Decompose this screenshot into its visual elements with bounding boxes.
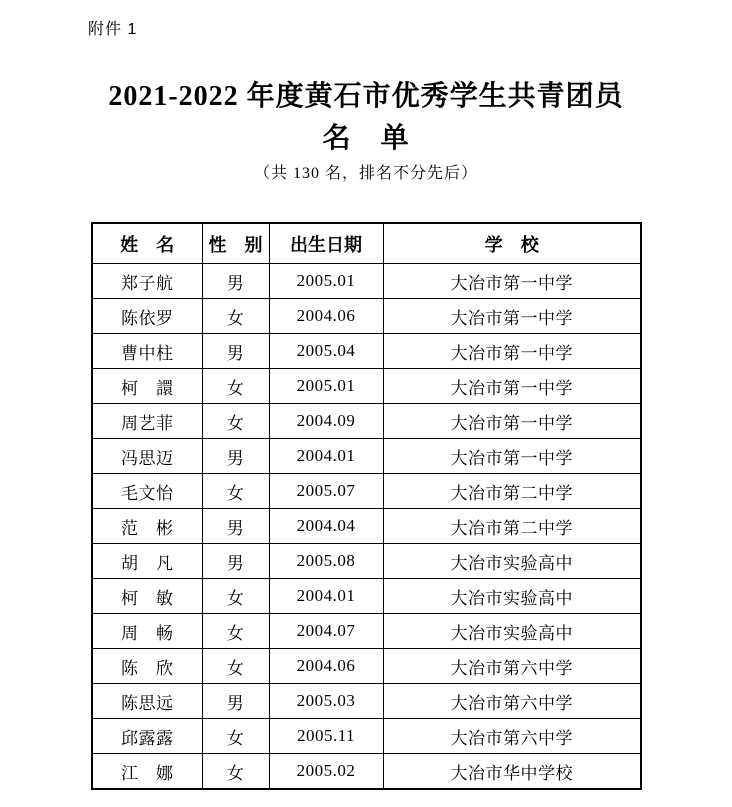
cell-name: 郑子航 [92, 264, 202, 299]
table-row [92, 299, 641, 334]
header-name: 姓 名 [92, 223, 202, 264]
cell-gender: 男 [202, 439, 269, 474]
cell-school: 大冶市第一中学 [383, 264, 641, 299]
cell-birth-date: 2005.02 [269, 754, 383, 790]
cell-school: 大冶市第二中学 [383, 474, 641, 509]
cell-name: 陈依罗 [92, 299, 202, 334]
cell-name: 胡 凡 [92, 544, 202, 579]
table-row [92, 684, 641, 719]
document-title-line1: 2021-2022 年度黄石市优秀学生共青团员 [108, 81, 624, 112]
cell-school: 大冶市第一中学 [383, 369, 641, 404]
cell-birth-date: 2004.06 [269, 649, 383, 684]
table-row [92, 264, 641, 299]
cell-birth-date: 2005.07 [269, 474, 383, 509]
cell-school: 大冶市第一中学 [383, 404, 641, 439]
table-row [92, 614, 641, 649]
table-row [92, 719, 641, 754]
cell-name: 冯思迈 [92, 439, 202, 474]
table-row [92, 544, 641, 579]
cell-school: 大冶市华中学校 [383, 754, 641, 790]
cell-school: 大冶市第一中学 [383, 334, 641, 369]
header-birth-date: 出生日期 [269, 223, 383, 264]
cell-birth-date: 2004.01 [269, 579, 383, 614]
cell-school: 大冶市实验高中 [383, 579, 641, 614]
header-school: 学 校 [383, 223, 641, 264]
cell-birth-date: 2005.08 [269, 544, 383, 579]
cell-school: 大冶市第六中学 [383, 649, 641, 684]
cell-name: 周 畅 [92, 614, 202, 649]
cell-birth-date: 2005.04 [269, 334, 383, 369]
cell-name: 曹中柱 [92, 334, 202, 369]
cell-name: 江 娜 [92, 754, 202, 790]
cell-gender: 女 [202, 369, 269, 404]
table-row [92, 474, 641, 509]
table-body [92, 264, 641, 790]
cell-name: 陈思远 [92, 684, 202, 719]
table-row [92, 649, 641, 684]
cell-school: 大冶市第一中学 [383, 299, 641, 334]
cell-gender: 男 [202, 544, 269, 579]
cell-name: 邱露露 [92, 719, 202, 754]
table-row [92, 369, 641, 404]
cell-birth-date: 2004.06 [269, 299, 383, 334]
cell-birth-date: 2004.07 [269, 614, 383, 649]
cell-birth-date: 2004.04 [269, 509, 383, 544]
document-title-line2: 名 单 [322, 123, 410, 154]
cell-gender: 男 [202, 334, 269, 369]
cell-birth-date: 2004.09 [269, 404, 383, 439]
table-row [92, 509, 641, 544]
document-note: （共 130 名，排名不分先后） [253, 165, 478, 182]
cell-name: 范 彬 [92, 509, 202, 544]
cell-birth-date: 2005.03 [269, 684, 383, 719]
cell-birth-date: 2005.01 [269, 369, 383, 404]
attachment-label: 附件 1 [88, 21, 138, 38]
cell-school: 大冶市实验高中 [383, 544, 641, 579]
cell-school: 大冶市第一中学 [383, 439, 641, 474]
cell-name: 毛文怡 [92, 474, 202, 509]
cell-gender: 女 [202, 404, 269, 439]
cell-name: 柯 譞 [92, 369, 202, 404]
header-gender: 性 别 [202, 223, 269, 264]
cell-name: 周艺菲 [92, 404, 202, 439]
cell-gender: 男 [202, 264, 269, 299]
cell-school: 大冶市实验高中 [383, 614, 641, 649]
cell-gender: 女 [202, 719, 269, 754]
table-row [92, 754, 641, 790]
cell-school: 大冶市第六中学 [383, 719, 641, 754]
cell-gender: 女 [202, 614, 269, 649]
cell-birth-date: 2005.01 [269, 264, 383, 299]
table-row [92, 439, 641, 474]
cell-school: 大冶市第二中学 [383, 509, 641, 544]
cell-gender: 男 [202, 684, 269, 719]
cell-gender: 男 [202, 509, 269, 544]
table-row [92, 579, 641, 614]
table-row [92, 334, 641, 369]
cell-name: 陈 欣 [92, 649, 202, 684]
table-row [92, 404, 641, 439]
cell-name: 柯 敏 [92, 579, 202, 614]
table-header-row [92, 223, 641, 264]
document-title [0, 76, 732, 160]
cell-gender: 女 [202, 649, 269, 684]
cell-gender: 女 [202, 474, 269, 509]
cell-gender: 女 [202, 299, 269, 334]
cell-school: 大冶市第六中学 [383, 684, 641, 719]
cell-gender: 女 [202, 754, 269, 790]
cell-birth-date: 2005.11 [269, 719, 383, 754]
cell-gender: 女 [202, 579, 269, 614]
roster-table [91, 222, 642, 790]
cell-birth-date: 2004.01 [269, 439, 383, 474]
